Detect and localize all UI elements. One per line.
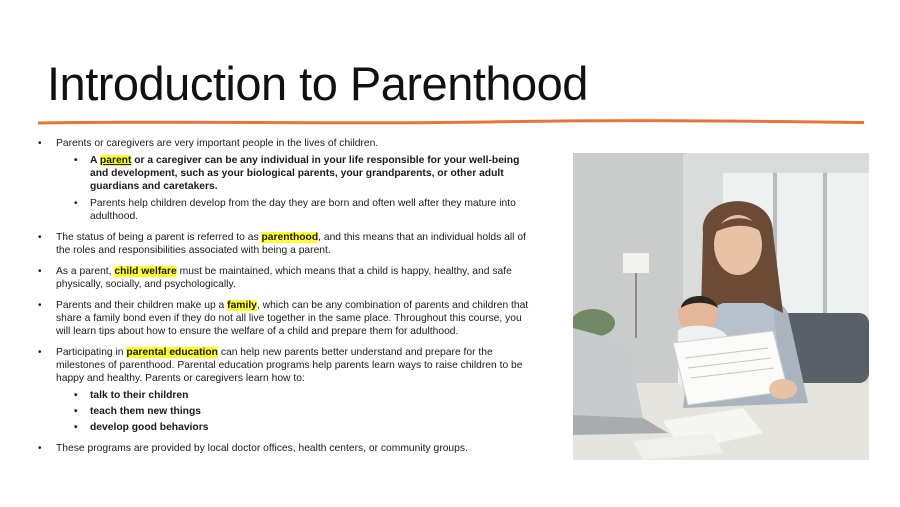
text-segment: As a parent, [56,266,115,277]
term-family: family [227,300,257,311]
term-child-welfare: child welfare [114,266,177,277]
bullet-6 [38,442,538,455]
bullet-4 [38,299,538,338]
sub-bullet-item: • talk to their children [74,389,538,402]
bullet-1 [38,137,538,223]
text-segment: Parents and their children make up a [56,300,228,311]
sub-bullet-item: • teach them new things [74,405,538,418]
text-segment: must be maintained, which means that a child is happy, healthy, and safe physically, socially, and psychologically. [56,266,512,290]
term-parent: parent [99,155,132,166]
slide-body [38,137,538,463]
bullet-3 [38,265,538,291]
text-segment: , and this means that an individual holds all of the roles and responsibilities associated with being a parent. [56,232,526,256]
bullet-2 [38,231,538,257]
term-parenthood: parenthood [261,232,319,243]
text-segment: These programs are provided by local doctor offices, health centers, or community groups. [56,443,468,454]
bullet-5 [38,346,538,434]
text-segment: or a caregiver can be any individual in your life responsible for your well-being and development, such as your biological parents, your grandparents, or other adult guardians and caretakers. [90,155,520,192]
sub-bullet-develop [74,197,538,223]
mother-with-baby-photo [573,153,869,460]
term-parental-education: parental education [126,347,218,358]
text-segment: Participating in [56,347,127,358]
sub-bullet-parent [74,154,538,193]
slide-title: Introduction to Parenthood [47,57,588,110]
mother-with-baby-reading-paper-icon [573,153,869,460]
text-segment: Parents help children develop from the day they are born and often well after they mature into adulthood. [90,198,516,222]
title-underline [38,119,864,126]
text-segment: A [90,155,100,166]
bullet-text: Parents or caregivers are very important people in the lives of children. [56,138,379,149]
text-segment: , which can be any combination of parents and children that share a family bond even if they do not all live together in the same place. Throughout this course, you will learn tips about how to ensure the welfare of a child and prepare them for adulthood. [56,300,529,337]
text-segment: The status of being a parent is referred to as [56,232,262,243]
text-segment: can help new parents better understand and prepare for the milestones of parenthood. Parental education programs help parents learn ways to raise children to be happy and healthy. Parents or caregivers learn how to: [56,347,523,384]
sub-bullet-item: • develop good behaviors [74,421,538,434]
